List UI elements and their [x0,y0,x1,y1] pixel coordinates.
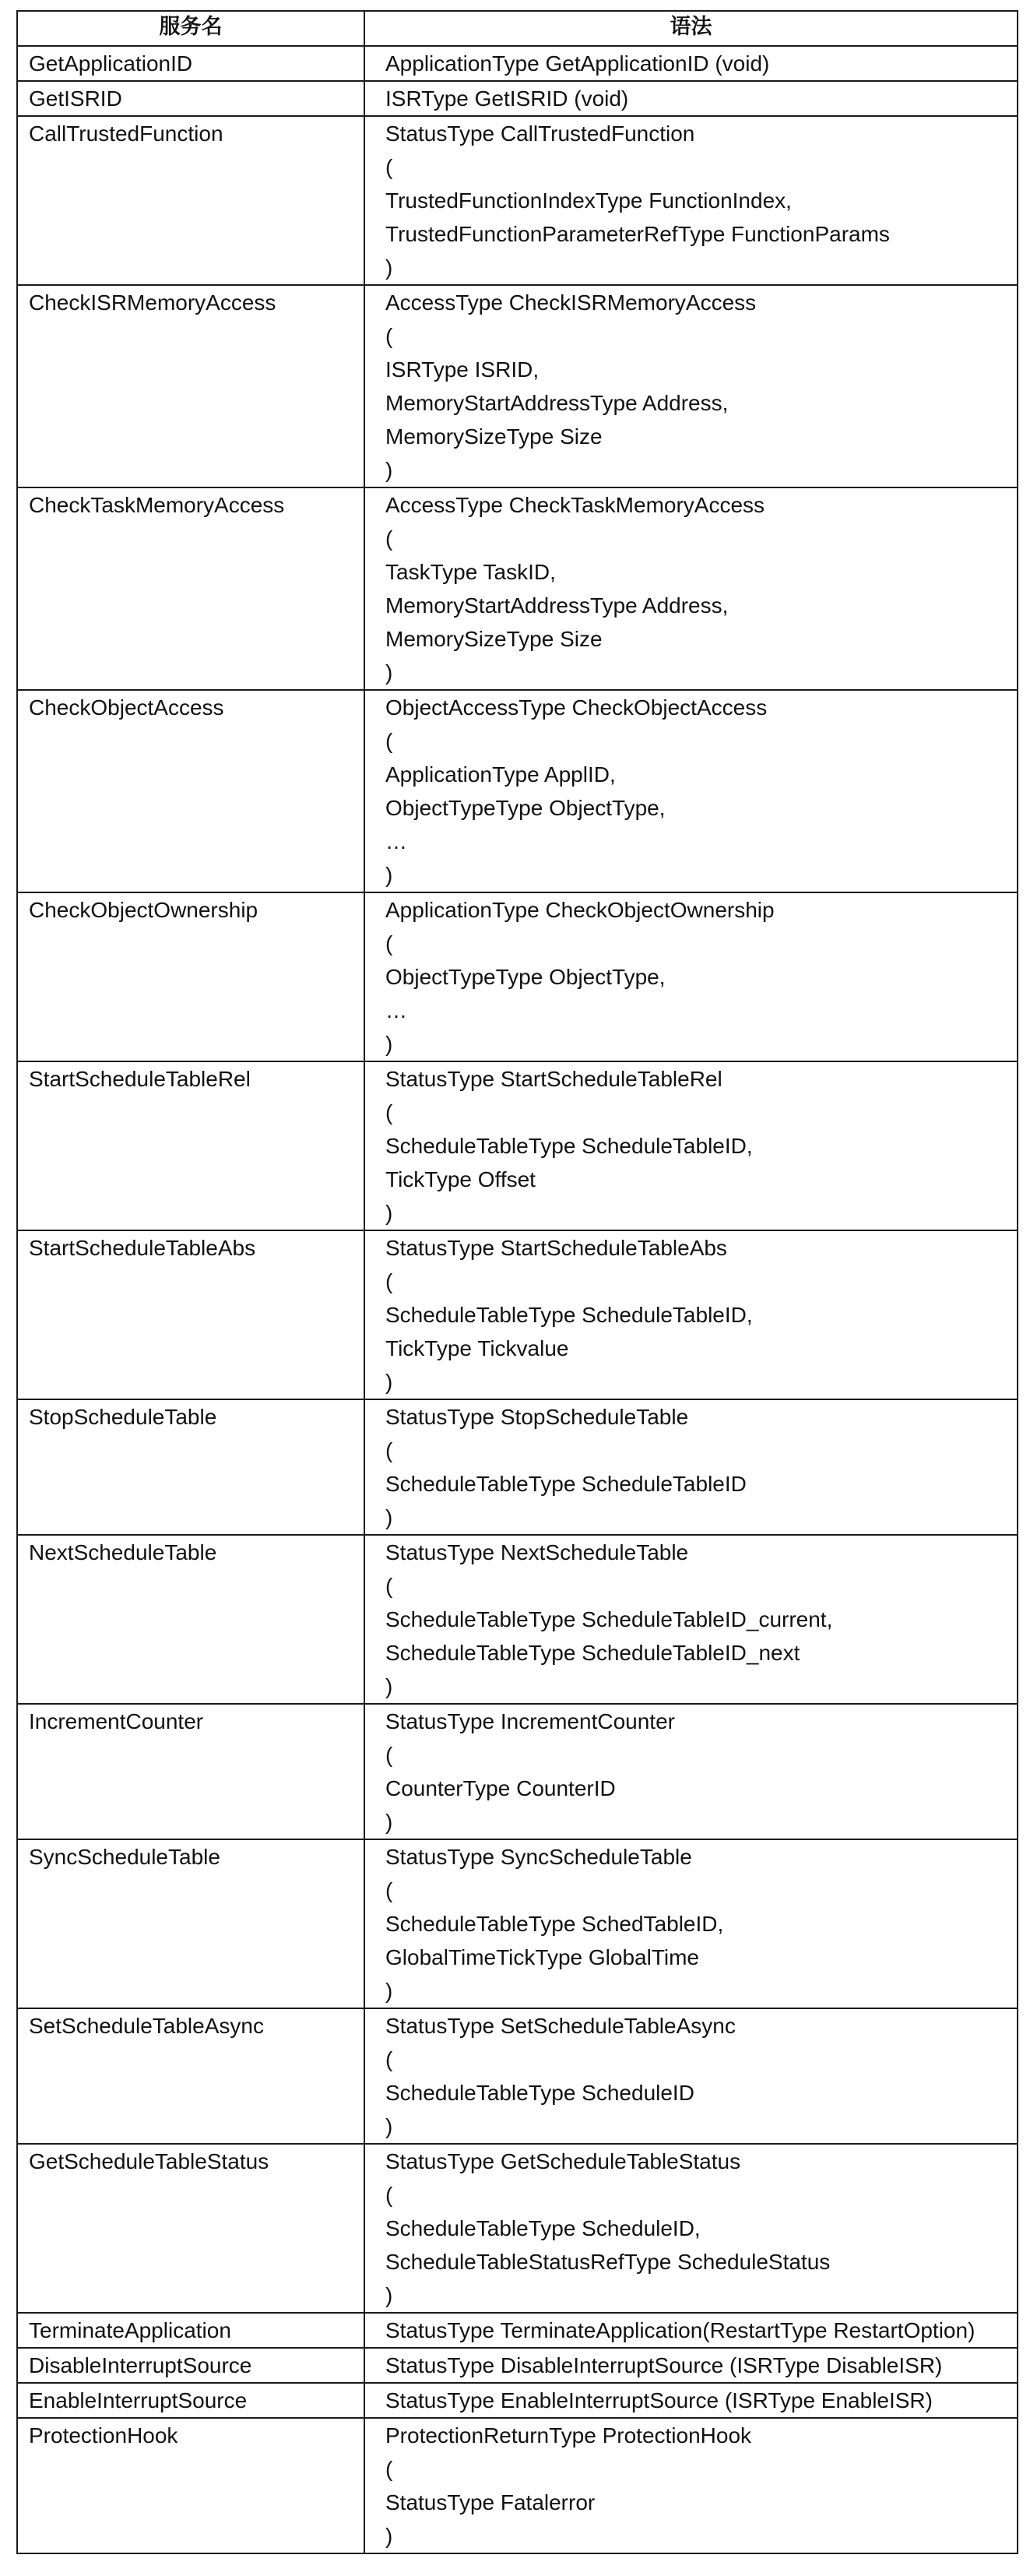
syntax-line: TaskType TaskID, [385,560,556,584]
syntax-cell [364,1230,1018,1399]
table-row [17,2348,1018,2383]
syntax-line: ) [385,863,393,887]
syntax-cell [364,2144,1018,2313]
table-row [17,2144,1018,2313]
syntax-line: ( [385,2183,393,2207]
syntax-line: ApplicationType GetApplicationID (void) [385,51,770,76]
syntax-line: StatusType SyncScheduleTable [385,1845,692,1869]
syntax-line: ( [385,1438,393,1462]
syntax-cell [364,487,1018,690]
syntax-line: ScheduleTableType SchedTableID, [385,1912,724,1936]
os-service-syntax-table [16,10,1018,2554]
syntax-line: ) [385,255,393,280]
syntax-line: ) [385,2114,393,2138]
table-row [17,1230,1018,1399]
table-row [17,2418,1018,2553]
syntax-cell [364,892,1018,1061]
service-name-cell: NextScheduleTable [17,1535,364,1704]
syntax-line: ( [385,526,393,551]
syntax-line: ObjectAccessType CheckObjectAccess [385,695,768,720]
syntax-line: ( [385,1269,393,1293]
service-name-cell: GetScheduleTableStatus [17,2144,364,2313]
service-name-cell: SyncScheduleTable [17,1839,364,2008]
service-name-cell: GetApplicationID [17,46,364,81]
table-row [17,81,1018,116]
syntax-cell [364,1399,1018,1535]
table-row [17,2383,1018,2418]
syntax-line: MemorySizeType Size [385,627,603,651]
syntax-line: ( [385,931,393,955]
table-row [17,690,1018,892]
syntax-cell [364,2313,1018,2348]
service-name-cell: CheckObjectOwnership [17,892,364,1061]
syntax-line: ) [385,1810,393,1834]
syntax-line: ScheduleTableType ScheduleTableID_next [385,1641,800,1665]
syntax-line: StatusType EnableInterruptSource (ISRType EnableISR) [385,2388,933,2412]
syntax-line: ( [385,729,393,753]
syntax-line: StatusType GetScheduleTableStatus [385,2149,741,2173]
syntax-line: ) [385,660,393,684]
syntax-line: ) [385,1674,393,1698]
service-name-cell: CheckObjectAccess [17,690,364,892]
table-row [17,2008,1018,2144]
syntax-line: ISRType ISRID, [385,357,540,382]
service-name-cell: TerminateApplication [17,2313,364,2348]
syntax-line: GlobalTimeTickType GlobalTime [385,1945,700,1969]
table-row [17,1704,1018,1839]
syntax-line: ScheduleTableType ScheduleTableID_current, [385,1607,833,1631]
syntax-line: ( [385,2047,393,2071]
table-row [17,116,1018,285]
syntax-line: ScheduleTableType ScheduleID, [385,2216,701,2240]
table-row [17,1399,1018,1535]
syntax-line: … [385,829,407,853]
syntax-line: MemorySizeType Size [385,424,603,449]
syntax-cell [364,285,1018,487]
syntax-line: ) [385,1505,393,1529]
table-row [17,1061,1018,1230]
table-row [17,1535,1018,1704]
header-service-name: 服务名 [17,11,364,46]
syntax-cell [364,2418,1018,2553]
syntax-line: ScheduleTableType ScheduleTableID, [385,1303,753,1327]
syntax-line: StatusType NextScheduleTable [385,1540,689,1564]
table-row [17,2313,1018,2348]
syntax-line: StatusType StartScheduleTableAbs [385,1236,727,1260]
syntax-cell [364,1061,1018,1230]
syntax-line: ) [385,1370,393,1394]
syntax-cell [364,1839,1018,2008]
syntax-line: ObjectTypeType ObjectType, [385,965,666,989]
syntax-line: StatusType Fatalerror [385,2490,596,2514]
syntax-line: ) [385,2524,393,2548]
table-row [17,1839,1018,2008]
syntax-line: ( [385,324,393,348]
syntax-cell [364,81,1018,116]
service-name-cell: EnableInterruptSource [17,2383,364,2418]
syntax-line: StatusType DisableInterruptSource (ISRType DisableISR) [385,2353,943,2377]
syntax-line: StatusType StopScheduleTable [385,1405,689,1429]
syntax-line: StatusType StartScheduleTableRel [385,1067,722,1091]
service-name-cell: StartScheduleTableAbs [17,1230,364,1399]
syntax-line: StatusType CallTrustedFunction [385,121,695,146]
syntax-line: StatusType SetScheduleTableAsync [385,2014,736,2038]
syntax-cell [364,690,1018,892]
table-row [17,892,1018,1061]
syntax-cell [364,1704,1018,1839]
syntax-line: … [385,998,407,1022]
syntax-line: ApplicationType CheckObjectOwnership [385,898,775,922]
syntax-line: ) [385,1201,393,1225]
service-name-cell: CheckTaskMemoryAccess [17,487,364,690]
table-row [17,46,1018,81]
syntax-line: TickType Offset [385,1167,536,1191]
syntax-line: TickType Tickvalue [385,1336,569,1360]
syntax-line: TrustedFunctionParameterRefType FunctionParams [385,222,890,246]
service-name-cell: GetISRID [17,81,364,116]
syntax-line: ( [385,2457,393,2481]
syntax-line: ObjectTypeType ObjectType, [385,796,666,820]
syntax-line: StatusType IncrementCounter [385,1709,675,1733]
syntax-line: StatusType TerminateApplication(RestartType RestartOption) [385,2318,976,2342]
syntax-line: MemoryStartAddressType Address, [385,593,729,618]
service-name-cell: StartScheduleTableRel [17,1061,364,1230]
syntax-cell [364,116,1018,285]
service-name-cell: SetScheduleTableAsync [17,2008,364,2144]
syntax-line: ) [385,1979,393,2003]
syntax-line: ( [385,1743,393,1767]
service-name-cell: IncrementCounter [17,1704,364,1839]
service-name-cell: DisableInterruptSource [17,2348,364,2383]
syntax-line: ApplicationType ApplID, [385,762,616,787]
syntax-line: ( [385,1878,393,1902]
syntax-line: TrustedFunctionIndexType FunctionIndex, [385,188,792,213]
syntax-cell [364,1535,1018,1704]
syntax-cell [364,2008,1018,2144]
syntax-cell [364,2383,1018,2418]
service-name-cell: CheckISRMemoryAccess [17,285,364,487]
syntax-line: ) [385,2283,393,2307]
syntax-line: ( [385,1574,393,1598]
table-header-row [17,11,1018,46]
syntax-line: ScheduleTableStatusRefType ScheduleStatus [385,2250,831,2274]
table-body [17,46,1018,2553]
syntax-line: ScheduleTableType ScheduleTableID, [385,1134,753,1158]
syntax-line: MemoryStartAddressType Address, [385,391,729,415]
service-name-cell: ProtectionHook [17,2418,364,2553]
syntax-line: ( [385,1100,393,1124]
service-name-cell: StopScheduleTable [17,1399,364,1535]
syntax-cell [364,46,1018,81]
table-row [17,487,1018,690]
syntax-line: AccessType CheckTaskMemoryAccess [385,493,765,517]
syntax-line: AccessType CheckISRMemoryAccess [385,290,757,315]
service-name-cell: CallTrustedFunction [17,116,364,285]
syntax-line: ( [385,155,393,179]
syntax-line: ) [385,1032,393,1056]
syntax-line: ProtectionReturnType ProtectionHook [385,2423,752,2448]
syntax-line: CounterType CounterID [385,1776,616,1800]
syntax-cell [364,2348,1018,2383]
syntax-line: ) [385,458,393,482]
syntax-line: ScheduleTableType ScheduleID [385,2081,694,2105]
table-row [17,285,1018,487]
syntax-line: ISRType GetISRID (void) [385,86,629,111]
header-syntax: 语法 [364,11,1018,46]
syntax-line: ScheduleTableType ScheduleTableID [385,1472,747,1496]
